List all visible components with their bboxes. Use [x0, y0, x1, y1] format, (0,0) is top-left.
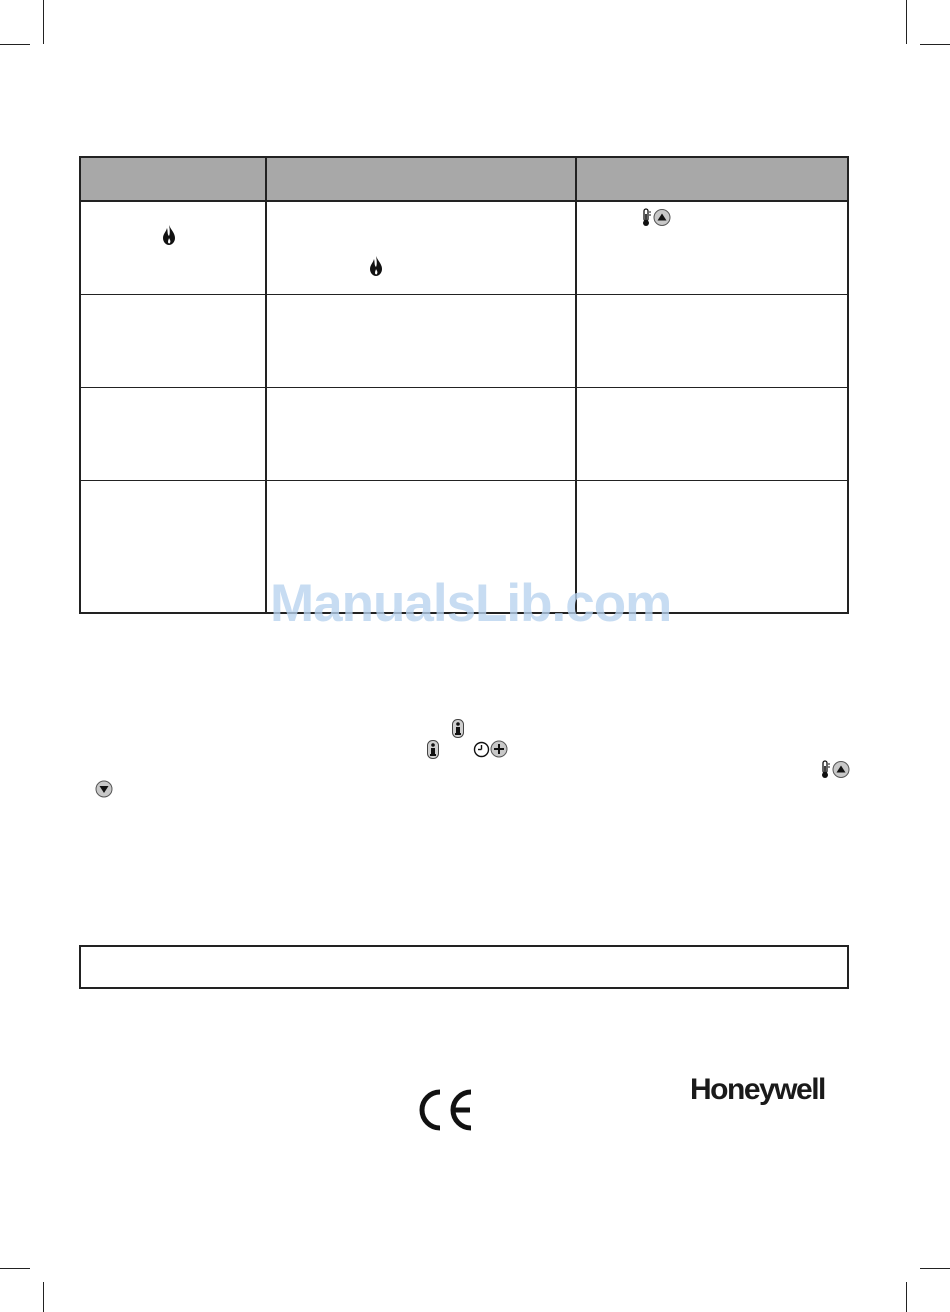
plus-button-icon — [490, 740, 508, 758]
row-divider — [81, 480, 847, 481]
clock-icon — [473, 741, 490, 758]
crop-mark — [0, 44, 30, 45]
crop-mark — [906, 0, 907, 44]
info-icon — [452, 719, 464, 738]
down-button-icon — [95, 780, 113, 798]
crop-mark — [906, 1282, 907, 1312]
row-divider — [81, 294, 847, 295]
note-box — [79, 945, 849, 989]
flame-icon — [162, 224, 176, 246]
watermark: ManualsLib.com — [270, 574, 672, 633]
flame-icon — [369, 255, 383, 277]
thermometer-up-button-icon — [820, 760, 850, 779]
crop-mark — [920, 44, 950, 45]
crop-mark — [43, 1282, 44, 1312]
table-header-row — [81, 158, 847, 202]
brand-logo: Honeywell — [690, 1073, 825, 1106]
info-icon — [427, 740, 439, 759]
troubleshooting-table — [79, 156, 849, 614]
row-divider — [81, 387, 847, 388]
column-divider — [265, 158, 267, 612]
thermometer-up-button-icon — [641, 208, 671, 227]
column-divider — [575, 158, 577, 612]
crop-mark — [0, 1268, 30, 1269]
crop-mark — [43, 0, 44, 44]
crop-mark — [920, 1268, 950, 1269]
ce-mark-icon — [416, 1088, 474, 1132]
